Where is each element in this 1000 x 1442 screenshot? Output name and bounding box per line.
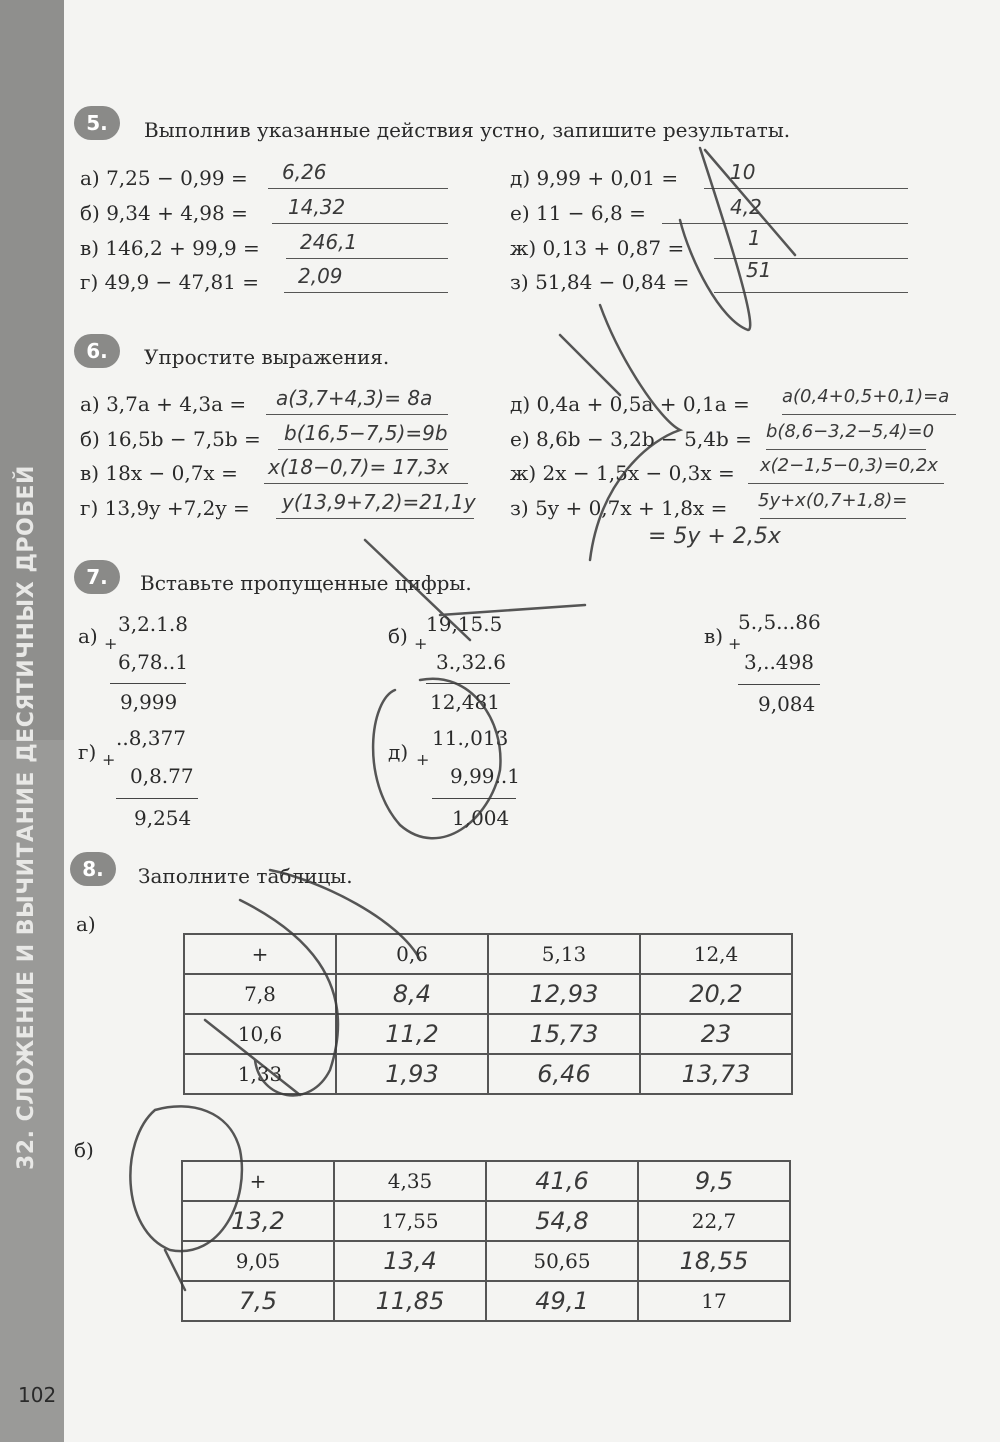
table-cell-handwritten: 15,73 xyxy=(488,1014,640,1054)
answer-line xyxy=(766,449,926,450)
answer-line xyxy=(760,518,906,519)
task-6-a: а) 3,7a + 4,3a = xyxy=(80,392,247,416)
handwritten-answer: b(16,5−7,5)=9b xyxy=(284,421,448,445)
table-cell-handwritten: 13,4 xyxy=(334,1241,486,1281)
addend-top: ..8,377 xyxy=(116,726,186,750)
table-header-row xyxy=(184,934,792,974)
table-row xyxy=(182,1281,790,1321)
addend-bottom: 3,..498 xyxy=(744,650,814,674)
task-5-z: з) 51,84 − 0,84 = xyxy=(510,270,690,294)
table-cell: 9,05 xyxy=(182,1241,334,1281)
table-cell-handwritten: 13,73 xyxy=(640,1054,792,1094)
table-cell: 22,7 xyxy=(638,1201,790,1241)
table-cell-handwritten: 6,46 xyxy=(488,1054,640,1094)
answer-line xyxy=(276,518,474,519)
table-row xyxy=(182,1201,790,1241)
table-cell: + xyxy=(184,934,336,974)
plus-sign: + xyxy=(728,634,742,653)
table-cell-handwritten: 18,55 xyxy=(638,1241,790,1281)
task-6-z: з) 5y + 0,7x + 1,8x = xyxy=(510,496,728,520)
answer-line xyxy=(704,188,908,189)
handwritten-answer: 2,09 xyxy=(298,264,343,288)
handwritten-answer: 4,2 xyxy=(730,195,762,219)
sum-line xyxy=(426,683,510,684)
answer-line xyxy=(264,483,468,484)
task-6-g: г) 13,9y +7,2y = xyxy=(80,496,250,520)
table-cell: 0,6 xyxy=(336,934,488,974)
task-6-number: 6. xyxy=(74,334,120,368)
handwritten-answer: 5y+x(0,7+1,8)= xyxy=(758,490,908,511)
addend-top: 11.,013 xyxy=(432,726,509,750)
task-7v-label: в) xyxy=(704,624,724,648)
task-7a-label: а) xyxy=(78,624,98,648)
task-8-number: 8. xyxy=(70,852,116,886)
table-cell-handwritten: 11,2 xyxy=(336,1014,488,1054)
task-6-b: б) 16,5b − 7,5b = xyxy=(80,427,261,451)
page-number: 102 xyxy=(18,1383,57,1407)
handwritten-answer: 10 xyxy=(730,160,756,184)
addend-bottom: 6,78..1 xyxy=(118,650,188,674)
table-b xyxy=(181,1160,791,1322)
table-row xyxy=(182,1241,790,1281)
answer-line xyxy=(278,449,448,450)
table-cell-handwritten: 49,1 xyxy=(486,1281,638,1321)
answer-line xyxy=(782,414,956,415)
handwritten-answer: 51 xyxy=(746,258,772,282)
handwritten-answer: x(18−0,7)= 17,3x xyxy=(268,455,449,479)
plus-sign: + xyxy=(102,750,116,769)
table-cell: 50,65 xyxy=(486,1241,638,1281)
answer-line xyxy=(662,223,908,224)
plus-sign: + xyxy=(414,634,428,653)
task-7d-label: д) xyxy=(388,740,409,764)
task-5-zh: ж) 0,13 + 0,87 = xyxy=(510,236,685,260)
task-6-zh: ж) 2x − 1,5x − 0,3x = xyxy=(510,461,735,485)
answer-line xyxy=(268,188,448,189)
handwritten-answer: a(3,7+4,3)= 8a xyxy=(276,386,433,410)
table-cell-handwritten: 11,85 xyxy=(334,1281,486,1321)
table-cell-handwritten: 20,2 xyxy=(640,974,792,1014)
sum: 9,254 xyxy=(134,806,192,830)
table-cell-handwritten: 12,93 xyxy=(488,974,640,1014)
table-cell: 7,8 xyxy=(184,974,336,1014)
handwritten-answer: 6,26 xyxy=(282,160,327,184)
addend-bottom: 3.,32.6 xyxy=(436,650,506,674)
task-5-d: д) 9,99 + 0,01 = xyxy=(510,166,679,190)
sum-line xyxy=(110,683,186,684)
task-6-e: е) 8,6b − 3,2b − 5,4b = xyxy=(510,427,752,451)
table-cell: 17,55 xyxy=(334,1201,486,1241)
answer-line xyxy=(266,414,448,415)
task-7-text: Вставьте пропущенные цифры. xyxy=(140,571,472,595)
answer-line xyxy=(748,483,944,484)
plus-sign: + xyxy=(104,634,118,653)
sum-line xyxy=(738,684,820,685)
answer-line xyxy=(714,292,908,293)
answer-line xyxy=(714,258,908,259)
addend-top: 5.,5...86 xyxy=(738,610,821,634)
task-7b-label: б) xyxy=(388,624,408,648)
handwritten-answer: x(2−1,5−0,3)=0,2x xyxy=(760,455,938,476)
task-5-a: а) 7,25 − 0,99 = xyxy=(80,166,248,190)
table-b-label: б) xyxy=(74,1138,94,1162)
answer-line xyxy=(284,292,448,293)
addend-top: 19,15.5 xyxy=(426,612,503,636)
table-cell-handwritten: 8,4 xyxy=(336,974,488,1014)
addend-bottom: 0,8.77 xyxy=(130,764,194,788)
sum: 9,999 xyxy=(120,690,178,714)
task-7-number: 7. xyxy=(74,560,120,594)
task-5-v: в) 146,2 + 99,9 = xyxy=(80,236,260,260)
table-cell-handwritten: 13,2 xyxy=(182,1201,334,1241)
task-6-d: д) 0,4a + 0,5a + 0,1a = xyxy=(510,392,750,416)
addend-top: 3,2.1.8 xyxy=(118,612,188,636)
table-row xyxy=(184,1054,792,1094)
table-a xyxy=(183,933,793,1095)
table-row xyxy=(184,974,792,1014)
table-cell-handwritten: 7,5 xyxy=(182,1281,334,1321)
table-cell-handwritten: 54,8 xyxy=(486,1201,638,1241)
table-cell: + xyxy=(182,1161,334,1201)
sum: 1,004 xyxy=(452,806,510,830)
table-cell-handwritten: 1,93 xyxy=(336,1054,488,1094)
addend-bottom: 9,99..1 xyxy=(450,764,520,788)
handwritten-answer: 14,32 xyxy=(288,195,346,219)
task-8-text: Заполните таблицы. xyxy=(138,864,353,888)
table-cell-handwritten: 23 xyxy=(640,1014,792,1054)
table-cell: 1,33 xyxy=(184,1054,336,1094)
task-7g-label: г) xyxy=(78,740,97,764)
task-5-number: 5. xyxy=(74,106,120,140)
table-row xyxy=(184,1014,792,1054)
answer-line xyxy=(272,223,448,224)
table-cell-handwritten: 9,5 xyxy=(638,1161,790,1201)
table-cell: 5,13 xyxy=(488,934,640,974)
sum: 12,481 xyxy=(430,690,500,714)
answer-line xyxy=(286,258,448,259)
table-header-row xyxy=(182,1161,790,1201)
sum: 9,084 xyxy=(758,692,816,716)
chapter-title: 32. СЛОЖЕНИЕ И ВЫЧИТАНИЕ ДЕСЯТИЧНЫХ ДРОБЕЙ xyxy=(14,465,39,1170)
task-5-text: Выполнив указанные действия устно, запишите результаты. xyxy=(144,118,791,142)
task-5-e: е) 11 − 6,8 = xyxy=(510,201,646,225)
handwritten-answer: a(0,4+0,5+0,1)=a xyxy=(782,386,950,407)
task-5-g: г) 49,9 − 47,81 = xyxy=(80,270,260,294)
plus-sign: + xyxy=(416,750,430,769)
handwritten-answer: y(13,9+7,2)=21,1y xyxy=(282,490,476,514)
handwritten-answer: 246,1 xyxy=(300,230,358,254)
sum-line xyxy=(432,798,516,799)
handwritten-answer: b(8,6−3,2−5,4)=0 xyxy=(766,421,935,442)
table-cell: 4,35 xyxy=(334,1161,486,1201)
handwritten-answer-continuation: = 5y + 2,5x xyxy=(648,524,781,549)
table-cell: 10,6 xyxy=(184,1014,336,1054)
table-cell: 12,4 xyxy=(640,934,792,974)
task-5-b: б) 9,34 + 4,98 = xyxy=(80,201,248,225)
task-6-v: в) 18x − 0,7x = xyxy=(80,461,238,485)
table-cell: 17 xyxy=(638,1281,790,1321)
task-6-text: Упростите выражения. xyxy=(144,345,390,369)
table-a-label: а) xyxy=(76,912,96,936)
handwritten-answer: 1 xyxy=(748,226,761,250)
sum-line xyxy=(116,798,198,799)
table-cell-handwritten: 41,6 xyxy=(486,1161,638,1201)
